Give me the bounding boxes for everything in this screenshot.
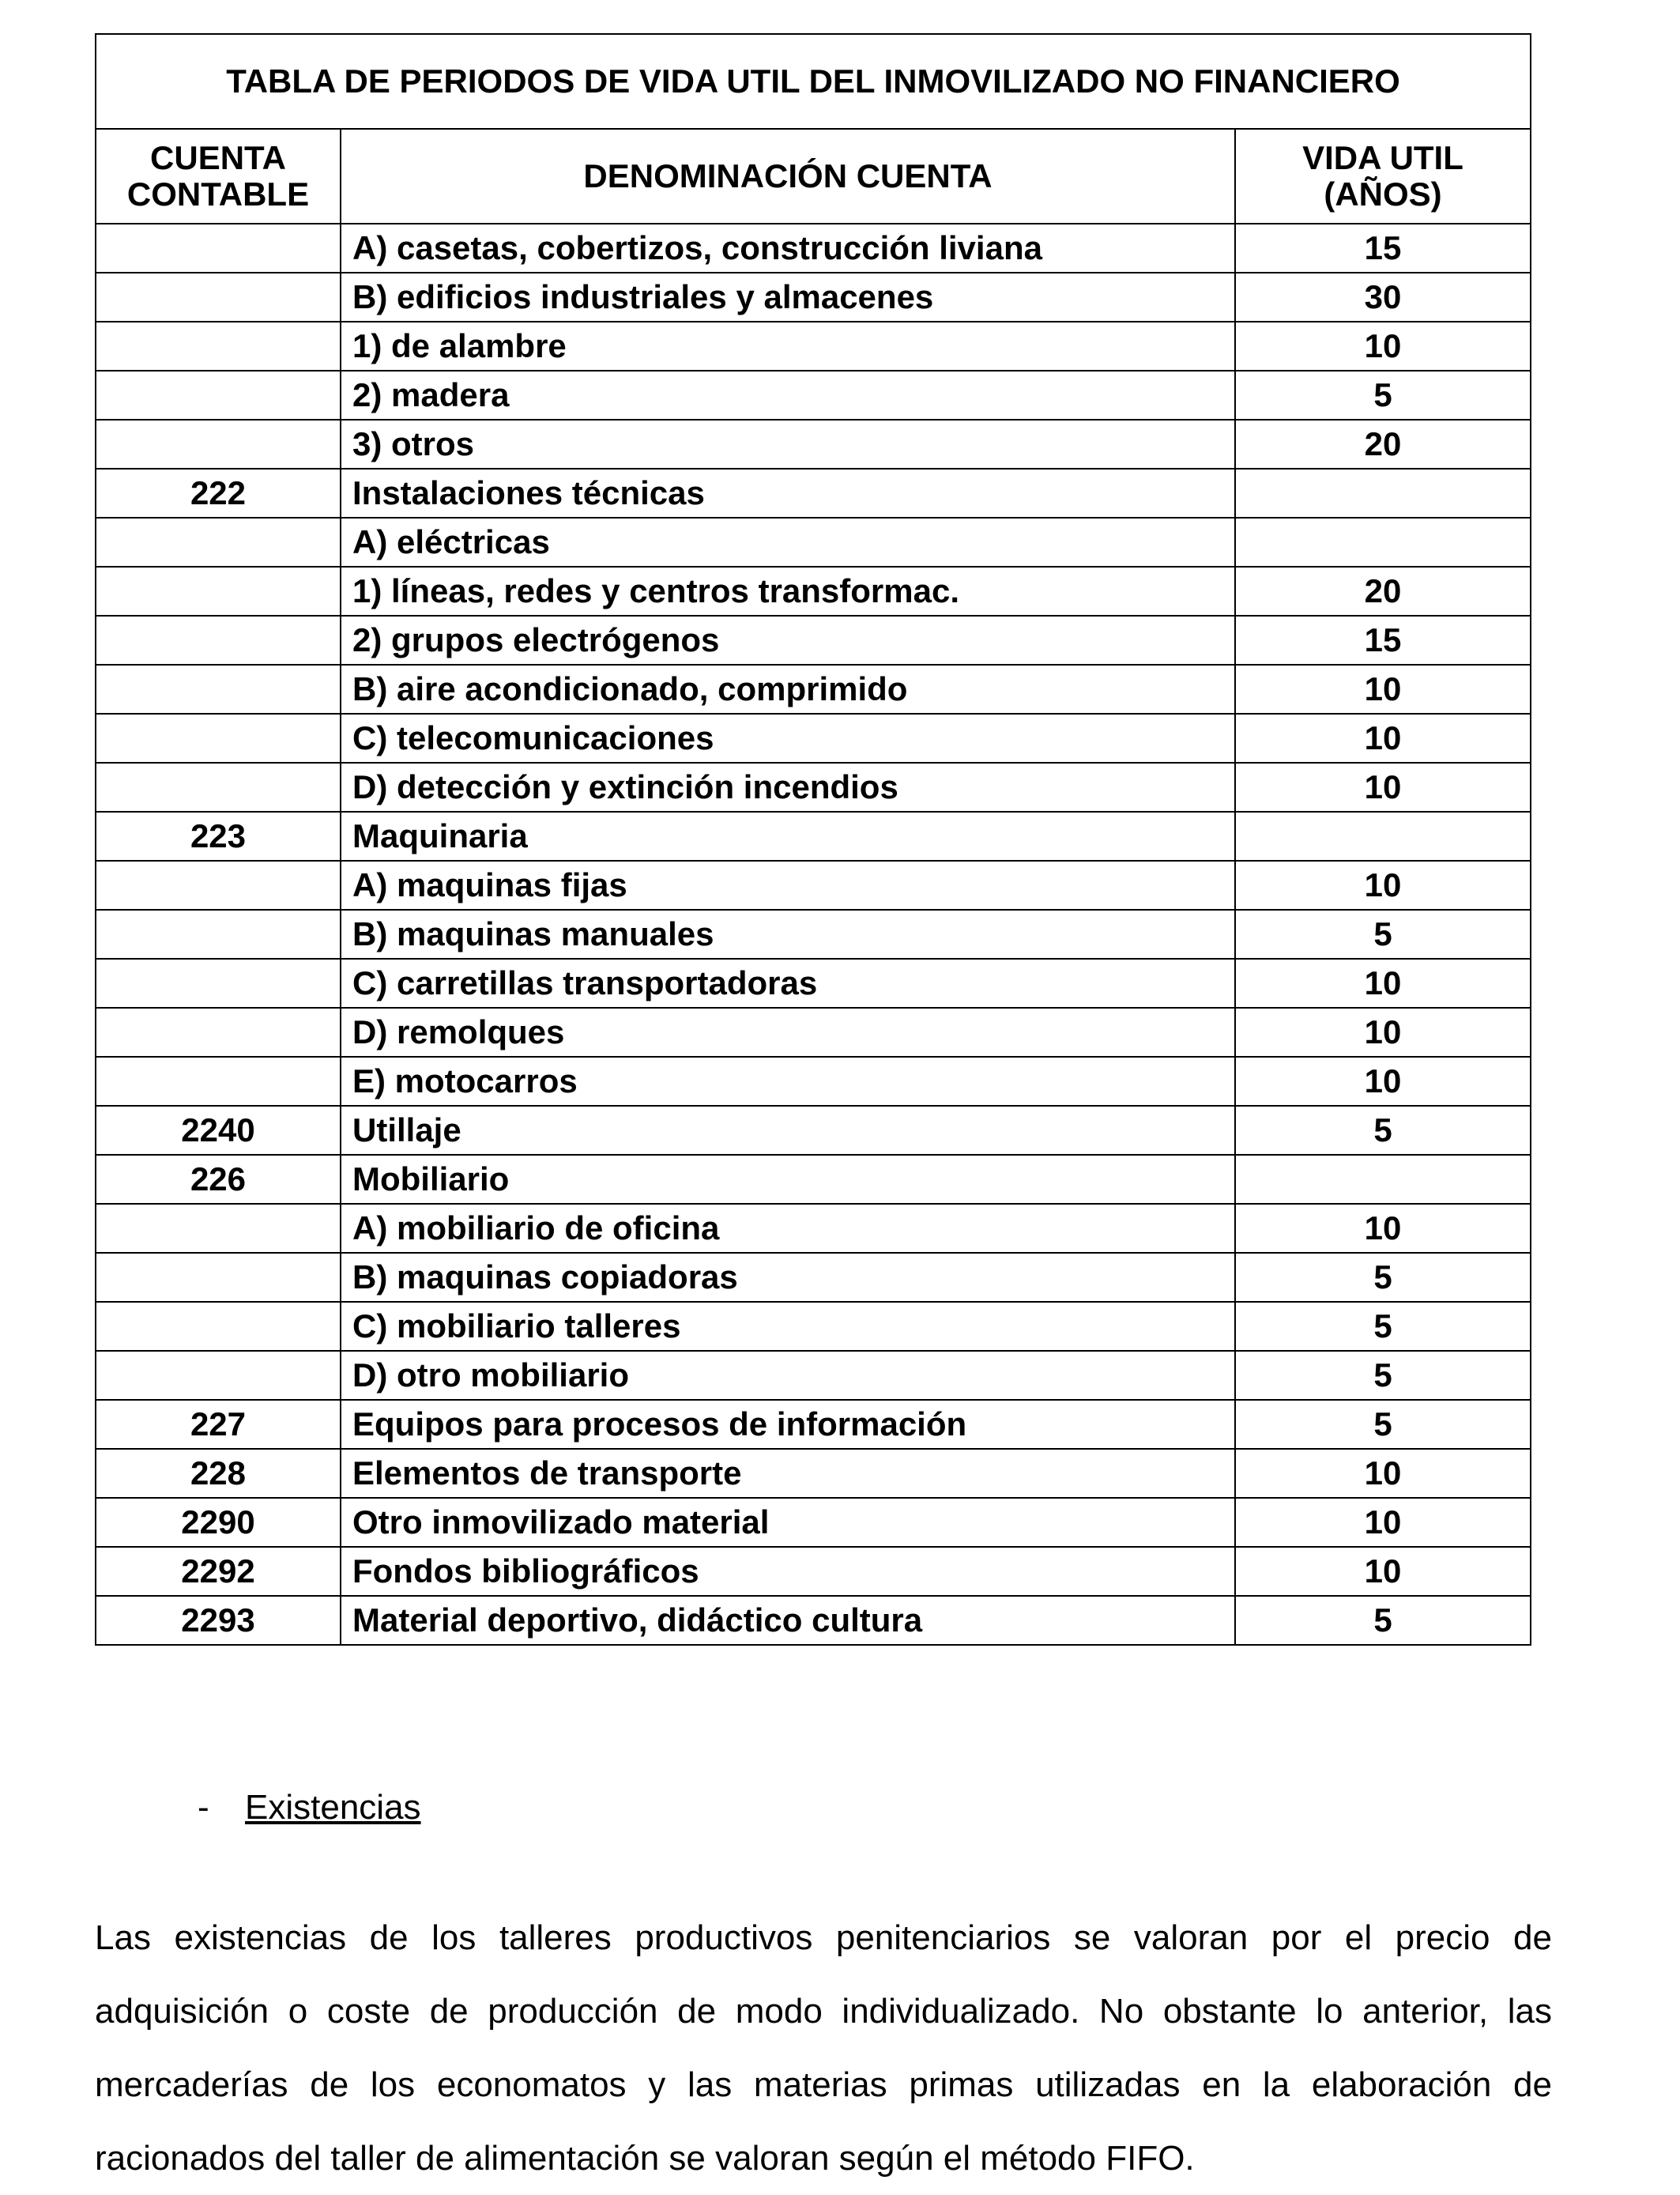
account-name-cell: Equipos para procesos de información (341, 1400, 1235, 1449)
header-years: VIDA UTIL (AÑOS) (1235, 129, 1531, 224)
useful-life-cell: 10 (1235, 959, 1531, 1008)
table-row (96, 1155, 1531, 1204)
table-row (96, 1400, 1531, 1449)
account-name-cell: A) mobiliario de oficina (341, 1204, 1235, 1253)
useful-life-cell: 15 (1235, 616, 1531, 665)
table-title: TABLA DE PERIODOS DE VIDA UTIL DEL INMOVILIZADO NO FINANCIERO (96, 34, 1531, 129)
account-code-cell (96, 420, 341, 469)
useful-life-cell (1235, 812, 1531, 861)
useful-life-cell: 10 (1235, 1057, 1531, 1106)
useful-life-cell: 5 (1235, 1596, 1531, 1645)
table-row (96, 1596, 1531, 1645)
table-row (96, 616, 1531, 665)
table-row (96, 420, 1531, 469)
account-code-cell (96, 714, 341, 763)
header-name: DENOMINACIÓN CUENTA (341, 129, 1235, 224)
table-row (96, 1351, 1531, 1400)
useful-life-table (95, 33, 1531, 1646)
account-code-cell (96, 1351, 341, 1400)
account-code-cell: 2293 (96, 1596, 341, 1645)
account-name-cell: A) casetas, cobertizos, construcción liviana (341, 224, 1235, 273)
table-row (96, 812, 1531, 861)
account-code-cell (96, 959, 341, 1008)
useful-life-cell: 20 (1235, 420, 1531, 469)
account-code-cell (96, 910, 341, 959)
account-code-cell: 223 (96, 812, 341, 861)
account-name-cell: 1) líneas, redes y centros transformac. (341, 567, 1235, 616)
table-row (96, 959, 1531, 1008)
account-name-cell: Mobiliario (341, 1155, 1235, 1204)
account-code-cell: 226 (96, 1155, 341, 1204)
account-code-cell: 227 (96, 1400, 341, 1449)
account-name-cell: B) aire acondicionado, comprimido (341, 665, 1235, 714)
table-row (96, 763, 1531, 812)
table-row (96, 714, 1531, 763)
table-row (96, 1302, 1531, 1351)
section-heading (198, 1788, 421, 1827)
useful-life-cell: 15 (1235, 224, 1531, 273)
account-name-cell: C) carretillas transportadoras (341, 959, 1235, 1008)
table-row (96, 567, 1531, 616)
account-code-cell (96, 273, 341, 322)
useful-life-cell: 5 (1235, 1302, 1531, 1351)
table-row (96, 1498, 1531, 1547)
useful-life-cell: 10 (1235, 763, 1531, 812)
useful-life-cell: 30 (1235, 273, 1531, 322)
useful-life-cell: 10 (1235, 1498, 1531, 1547)
account-code-cell: 2240 (96, 1106, 341, 1155)
table-row (96, 1057, 1531, 1106)
account-name-cell: Otro inmovilizado material (341, 1498, 1235, 1547)
account-name-cell: Fondos bibliográficos (341, 1547, 1235, 1596)
header-account: CUENTA CONTABLE (96, 129, 341, 224)
account-code-cell (96, 763, 341, 812)
account-name-cell: D) otro mobiliario (341, 1351, 1235, 1400)
useful-life-cell (1235, 518, 1531, 567)
useful-life-cell: 10 (1235, 322, 1531, 371)
account-name-cell: 2) grupos electrógenos (341, 616, 1235, 665)
account-name-cell: B) edificios industriales y almacenes (341, 273, 1235, 322)
account-code-cell (96, 224, 341, 273)
table-row (96, 1449, 1531, 1498)
table-row (96, 273, 1531, 322)
table-row (96, 322, 1531, 371)
useful-life-cell: 5 (1235, 910, 1531, 959)
account-code-cell (96, 1253, 341, 1302)
account-code-cell: 228 (96, 1449, 341, 1498)
table-row (96, 224, 1531, 273)
table-body (96, 224, 1531, 1645)
account-code-cell (96, 371, 341, 420)
body-paragraph: Las existencias de los talleres productivos penitenciarios se valoran por el precio de adquisición o coste de producción de modo individualizado. No obstante lo anterior, las mercaderías de los economatos y las materias primas utilizadas en la elaboración de racionados del taller de alimentación se valoran según el método FIFO. (95, 1918, 1552, 2178)
account-code-cell (96, 567, 341, 616)
useful-life-cell: 10 (1235, 1449, 1531, 1498)
useful-life-cell: 10 (1235, 665, 1531, 714)
useful-life-cell: 10 (1235, 1008, 1531, 1057)
useful-life-cell: 10 (1235, 861, 1531, 910)
account-name-cell: Material deportivo, didáctico cultura (341, 1596, 1235, 1645)
bullet-dash: - (198, 1788, 209, 1827)
useful-life-cell: 20 (1235, 567, 1531, 616)
account-code-cell (96, 1057, 341, 1106)
table-row (96, 371, 1531, 420)
table-row (96, 1106, 1531, 1155)
account-code-cell: 2290 (96, 1498, 341, 1547)
account-name-cell: Maquinaria (341, 812, 1235, 861)
table-row (96, 861, 1531, 910)
table-row (96, 469, 1531, 518)
account-code-cell: 222 (96, 469, 341, 518)
account-name-cell: B) maquinas manuales (341, 910, 1235, 959)
useful-life-cell: 5 (1235, 371, 1531, 420)
account-code-cell (96, 665, 341, 714)
useful-life-cell (1235, 1155, 1531, 1204)
account-code-cell: 2292 (96, 1547, 341, 1596)
useful-life-cell: 5 (1235, 1106, 1531, 1155)
account-name-cell: 2) madera (341, 371, 1235, 420)
table-row (96, 1547, 1531, 1596)
useful-life-cell: 5 (1235, 1253, 1531, 1302)
useful-life-cell: 10 (1235, 1547, 1531, 1596)
account-code-cell (96, 861, 341, 910)
table-row (96, 1008, 1531, 1057)
account-name-cell: E) motocarros (341, 1057, 1235, 1106)
section-heading-label: Existencias (245, 1788, 421, 1827)
useful-life-cell (1235, 469, 1531, 518)
table-row (96, 665, 1531, 714)
useful-life-cell: 10 (1235, 1204, 1531, 1253)
account-name-cell: B) maquinas copiadoras (341, 1253, 1235, 1302)
account-code-cell (96, 518, 341, 567)
table-row (96, 910, 1531, 959)
useful-life-cell: 10 (1235, 714, 1531, 763)
account-name-cell: C) telecomunicaciones (341, 714, 1235, 763)
table-row (96, 1253, 1531, 1302)
table-row (96, 1204, 1531, 1253)
account-name-cell: A) eléctricas (341, 518, 1235, 567)
account-name-cell: D) remolques (341, 1008, 1235, 1057)
account-name-cell: D) detección y extinción incendios (341, 763, 1235, 812)
account-name-cell: Utillaje (341, 1106, 1235, 1155)
useful-life-cell: 5 (1235, 1351, 1531, 1400)
useful-life-cell: 5 (1235, 1400, 1531, 1449)
table-row (96, 518, 1531, 567)
account-code-cell (96, 322, 341, 371)
account-name-cell: 3) otros (341, 420, 1235, 469)
account-code-cell (96, 616, 341, 665)
account-code-cell (96, 1302, 341, 1351)
account-name-cell: 1) de alambre (341, 322, 1235, 371)
account-name-cell: Instalaciones técnicas (341, 469, 1235, 518)
account-code-cell (96, 1204, 341, 1253)
account-name-cell: Elementos de transporte (341, 1449, 1235, 1498)
table-header-row (96, 129, 1531, 224)
account-name-cell: A) maquinas fijas (341, 861, 1235, 910)
account-name-cell: C) mobiliario talleres (341, 1302, 1235, 1351)
account-code-cell (96, 1008, 341, 1057)
table-title-row (96, 34, 1531, 129)
